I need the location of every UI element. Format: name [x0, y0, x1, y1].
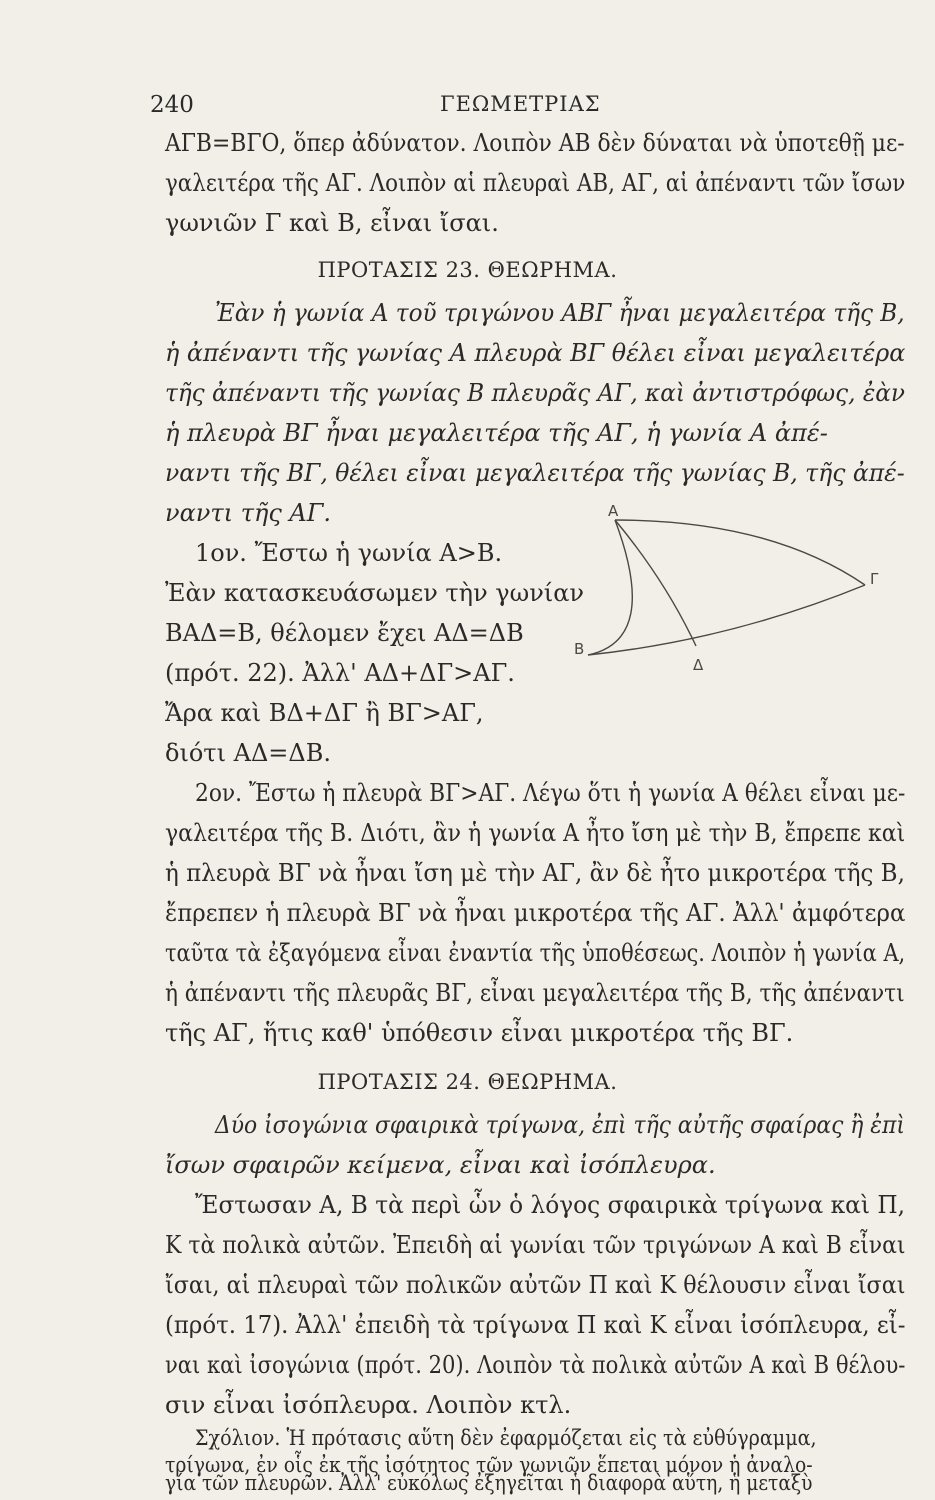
prop24-statement-line: ἴσων σφαιρῶν κείμενα, εἶναι καὶ ἰσόπλευρα. [165, 1151, 716, 1179]
proof-long-line: τῆς ΑΓ, ἥτις καθ' ὑπόθεσιν εἶναι μικροτέρα τῆς ΒΓ. [165, 1019, 794, 1047]
prop23-statement-line: ἡ πλευρὰ ΒΓ ἦναι μεγαλειτέρα τῆς ΑΓ, ἡ γωνία Α ἀπέ- [165, 419, 828, 447]
prop23-statement-line: ναντι τῆς ΑΓ. [165, 499, 332, 527]
prop23-statement-line: ναντι τῆς ΒΓ, θέλει εἶναι μεγαλειτέρα τῆς γωνίας Β, τῆς ἀπέ- [165, 459, 905, 487]
proof-short-line: Ἄρα καὶ ΒΔ+ΔΓ ἢ ΒΓ>ΑΓ, [165, 699, 484, 727]
prop24-proof-line: ἴσαι, αἱ πλευραὶ τῶν πολικῶν αὐτῶν Π καὶ Κ θέλουσιν εἶναι ἴσαι [165, 1271, 906, 1299]
prop24-statement-line: Δύο ἰσογώνια σφαιρικὰ τρίγωνα, ἐπὶ τῆς αὐτῆς σφαίρας ἢ ἐπὶ [215, 1111, 905, 1139]
proof-short-line: διότι ΑΔ=ΔΒ. [165, 739, 331, 767]
proof-long-line: ἡ πλευρὰ ΒΓ νὰ ἦναι ἴση μὲ τὴν ΑΓ, ἂν δὲ ἦτο μικροτέρα τῆς Β, [165, 859, 905, 887]
proof-long-line: γαλειτέρα τῆς Β. Διότι, ἂν ἡ γωνία Α ἦτο ἴση μὲ τὴν Β, ἔπρεπε καὶ [165, 819, 906, 847]
arc-ag [615, 520, 865, 585]
proof-long-line: 2ον. Ἔστω ἡ πλευρὰ ΒΓ>ΑΓ. Λέγω ὅτι ἡ γωνία Α θέλει εἶναι με- [195, 779, 906, 807]
prop23-statement-line: ἡ ἀπέναντι τῆς γωνίας Α πλευρὰ ΒΓ θέλει εἶναι μεγαλειτέρα [165, 339, 906, 367]
spherical-triangle-figure [500, 500, 900, 700]
proof-short-line: Ἐὰν κατασκευάσωμεν τὴν γωνίαν [165, 579, 584, 607]
label-b: Β [574, 640, 585, 658]
scholion-line: Σχόλιον. Ἡ πρότασις αὕτη δὲν ἐφαρμόζεται εἰς τὰ εὐθύγραμμα, [195, 1426, 817, 1450]
proof-long-line: ἡ ἀπέναντι τῆς πλευρᾶς ΒΓ, εἶναι μεγαλειτέρα τῆς Β, τῆς ἀπέναντι [165, 979, 905, 1007]
prop23-heading: ΠΡΟΤΑΣΙΣ 23. ΘΕΩΡΗΜΑ. [317, 258, 618, 282]
proof-short-line: ΒΑΔ=Β, θέλομεν ἔχει ΑΔ=ΔΒ [165, 619, 524, 647]
label-a: Α [608, 502, 619, 520]
prop24-proof-line: Κ τὰ πολικὰ αὐτῶν. Ἐπειδὴ αἱ γωνίαι τῶν τριγώνων Α καὶ Β εἶναι [165, 1231, 906, 1259]
intro-line: γαλειτέρα τῆς ΑΓ. Λοιπὸν αἱ πλευραὶ ΑΒ, ΑΓ, αἱ ἀπέναντι τῶν ἴσων [165, 169, 906, 197]
arc-ab [588, 520, 632, 655]
label-g: Γ [870, 570, 879, 588]
prop23-statement-line: τῆς ἀπέναντι τῆς γωνίας Β πλευρᾶς ΑΓ, καὶ ἀντιστρόφως, ἐὰν [165, 379, 906, 407]
prop24-proof-line: σιν εἶναι ἰσόπλευρα. Λοιπὸν κτλ. [165, 1391, 572, 1419]
proof-long-line: ἔπρεπεν ἡ πλευρὰ ΒΓ νὰ ἦναι μικροτέρα τῆς ΑΓ. Ἀλλ' ἀμφότερα [165, 899, 906, 927]
intro-line: ΑΓΒ=ΒΓΟ, ὅπερ ἀδύνατον. Λοιπὸν ΑΒ δὲν δύναται νὰ ὑποτεθῇ με- [165, 129, 905, 157]
proof-short-line: 1ον. Ἔστω ἡ γωνία Α>Β. [195, 539, 503, 567]
scholion-line: γία τῶν πλευρῶν. Ἀλλ' εὐκόλως ἐξηγεῖται ἡ διαφορὰ αὕτη, ἡ μεταξὺ [165, 1471, 813, 1495]
intro-line: γωνιῶν Γ καὶ Β, εἶναι ἴσαι. [165, 209, 499, 237]
proof-short-line: (πρότ. 22). Ἀλλ' ΑΔ+ΔΓ>ΑΓ. [165, 659, 515, 687]
running-title: ΓΕΩΜΕΤΡΙΑΣ [440, 92, 601, 116]
label-d: Δ [693, 656, 704, 674]
prop24-proof-line: Ἔστωσαν Α, Β τὰ περὶ ὧν ὁ λόγος σφαιρικὰ τρίγωνα καὶ Π, [195, 1191, 906, 1219]
scholion-line: τρίγωνα, ἐν οἷς ἐκ τῆς ἰσότητος τῶν γωνιῶν ἕπεται μόνον ἡ ἀναλο- [165, 1453, 813, 1477]
prop23-statement-line: Ἐὰν ἡ γωνία Α τοῦ τριγώνου ΑΒΓ ἦναι μεγαλειτέρα τῆς Β, [215, 299, 905, 327]
prop24-proof-line: ναι καὶ ἰσογώνια (πρότ. 20). Λοιπὸν τὰ πολικὰ αὐτῶν Α καὶ Β θέλου- [165, 1351, 906, 1379]
prop24-heading: ΠΡΟΤΑΣΙΣ 24. ΘΕΩΡΗΜΑ. [317, 1070, 618, 1094]
prop24-proof-line: (πρότ. 17). Ἀλλ' ἐπειδὴ τὰ τρίγωνα Π καὶ Κ εἶναι ἰσόπλευρα, εἶ- [165, 1311, 906, 1339]
proof-long-line: ταῦτα τὰ ἐξαγόμενα εἶναι ἐναντία τῆς ὑποθέσεως. Λοιπὸν ἡ γωνία Α, [165, 939, 906, 967]
page-number: 240 [150, 92, 194, 118]
